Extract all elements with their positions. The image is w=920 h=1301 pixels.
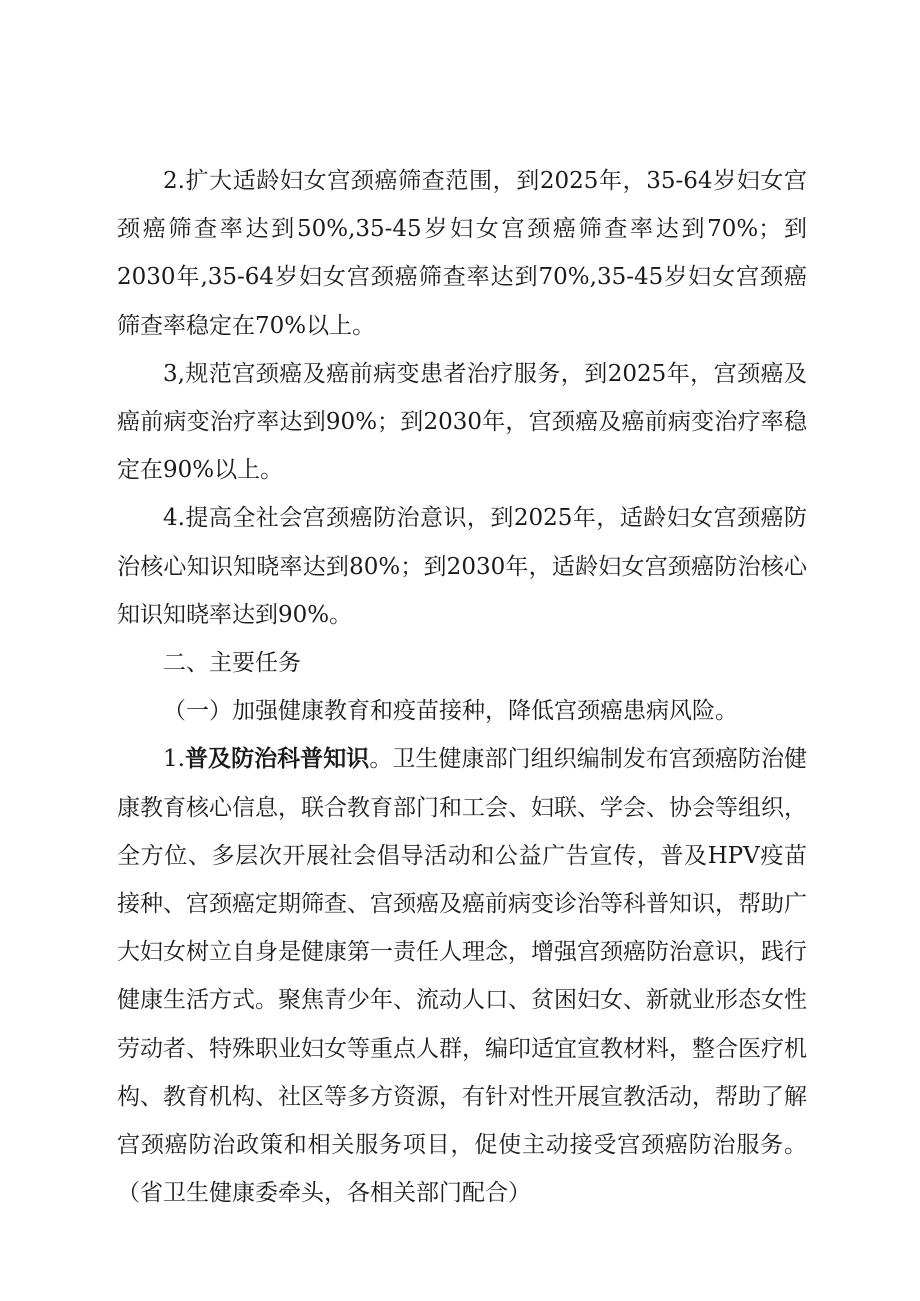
item-number: 1. xyxy=(163,746,185,773)
paragraph-screening-target: 2.扩大适龄妇女宫颈癌筛查范围，到2025年，35-64岁妇女宫颈癌筛查率达到50%,35-45岁妇女宫颈癌筛查率达到70%；到2030年,35-64岁妇女宫颈癌筛查率达到70%,35-45岁妇女宫颈癌筛查率稳定在70%以上。 xyxy=(117,168,807,339)
paragraph-item-1 xyxy=(117,735,807,1217)
item-body-text: 。卫生健康部门组织编制发布宫颈癌防治健康教育核心信息，联合教育部门和工会、妇联、学会、协会等组织，全方位、多层次开展社会倡导活动和公益广告宣传，普及HPV疫苗接种、宫颈癌定期筛查、宫颈癌及癌前病变诊治等科普知识，帮助广大妇女树立自身是健康第一责任人理念，增强宫颈癌防治意识，践行健康生活方式。聚焦青少年、流动人口、贫困妇女、新就业形态女性劳动者、特殊职业妇女等重点人群，编印适宜宣教材料，整合医疗机构、教育机构、社区等多方资源，有针对性开展宣教活动，帮助了解宫颈癌防治政策和相关服务项目，促使主动接受宫颈癌防治服务。（省卫生健康委牵头，各相关部门配合） xyxy=(117,746,808,1207)
paragraph-awareness-target: 4.提高全社会宫颈癌防治意识，到2025年，适龄妇女宫颈癌防治核心知识知晓率达到80%；到2030年，适龄妇女宫颈癌防治核心知识知晓率达到90%。 xyxy=(117,505,807,628)
section-heading: 二、主要任务 xyxy=(163,650,301,677)
section-subheading: （一）加强健康教育和疫苗接种，降低宫颈癌患病风险。 xyxy=(163,698,738,725)
paragraph-treatment-target: 3,规范宫颈癌及癌前病变患者治疗服务，到2025年，宫颈癌及癌前病变治疗率达到90%；到2030年，宫颈癌及癌前病变治疗率稳定在90%以上。 xyxy=(117,360,807,484)
item-lead-title: 普及防治科普知识 xyxy=(184,745,370,773)
document-body xyxy=(117,157,807,1217)
